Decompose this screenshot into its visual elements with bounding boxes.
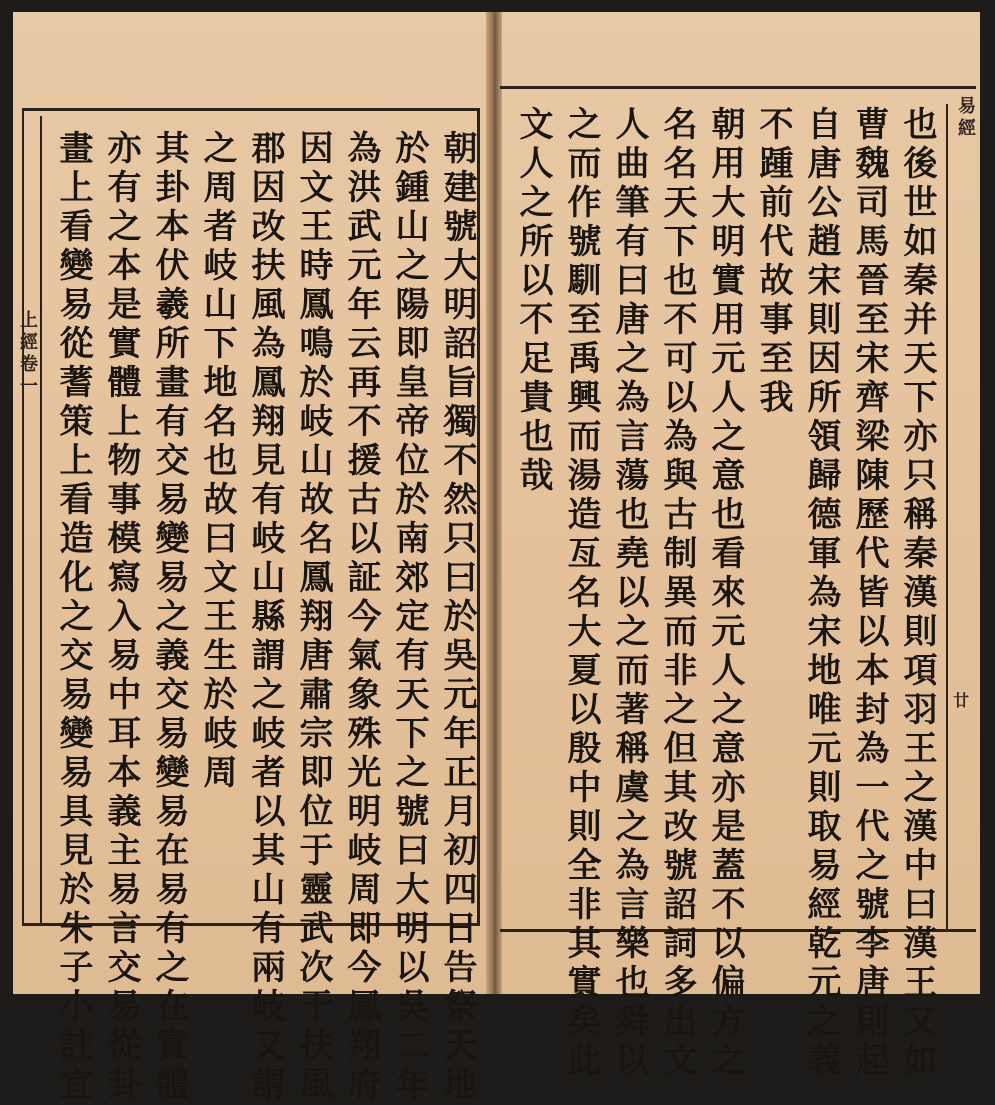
left-column-8: 亦有之本是實體上物事模寫入易中耳本義主易言交易從卦 — [101, 130, 141, 1105]
left-column-5: 郡因改扶風為鳳翔見有岐山縣謂之岐者以其山有兩岐又謂 — [245, 130, 285, 1105]
left-column-6: 之周者岐山下地名也故曰文王生於岐周 — [197, 130, 237, 793]
right-column-8: 之而作號馴至禹興而湯造亙名大夏以殷中則全非其實矣此 — [561, 106, 601, 1081]
right-edge-rule — [946, 104, 948, 930]
right-column-1: 也後世如秦并天下亦只稱秦漢則項羽王之漢中曰漢王又如 — [897, 106, 937, 1081]
left-column-1: 朝建號大明詔旨獨不然只曰於吳元年正月初四日告祭天地 — [437, 130, 477, 1105]
folio-mark: 廿 — [953, 691, 970, 710]
right-column-7: 人曲筆有曰唐之為言蕩也堯以之而著稱虞之為言樂也舜以 — [609, 106, 649, 1081]
left-column-4: 因文王時鳳鳴於岐山故名鳳翔唐肅宗即位于靈武次于扶風 — [293, 130, 333, 1105]
right-column-3: 自唐公趙宋則因所領歸德軍為宋地唯元則取易經乾元之義 — [801, 106, 841, 1081]
left-column-9: 畫上看變易從蓍策上看造化之交易變易具見於朱子小註宜 — [53, 130, 93, 1105]
right-column-5: 朝用大明實用元人之意也看來元人之意亦是蓋不以偏方之 — [705, 106, 745, 1081]
right-column-4: 不踵前代故事至我 — [753, 106, 793, 418]
left-margin-label: 上經卷一 — [17, 310, 38, 398]
right-column-9: 文人之所以不足貴也哉 — [513, 106, 553, 496]
left-column-7: 其卦本伏羲所畫有交易變易之義交易變易在易有之在實體 — [149, 130, 189, 1105]
left-column-3: 為洪武元年云再不援古以証今氣象殊光明岐周即今鳳翔府 — [341, 130, 381, 1105]
left-column-2: 於鍾山之陽即皇帝位於南郊定有天下之號曰大明以吳二年 — [389, 130, 429, 1105]
right-column-2: 曹魏司馬晉至宋齊梁陳歷代皆以本封為一代之號李唐則起 — [849, 106, 889, 1081]
right-column-6: 名名天下也不可以為與古制異而非之但其改號詔詞多出文 — [657, 106, 697, 1081]
left-banxin-rule — [40, 116, 42, 924]
right-margin-label: 易經 — [955, 96, 976, 140]
